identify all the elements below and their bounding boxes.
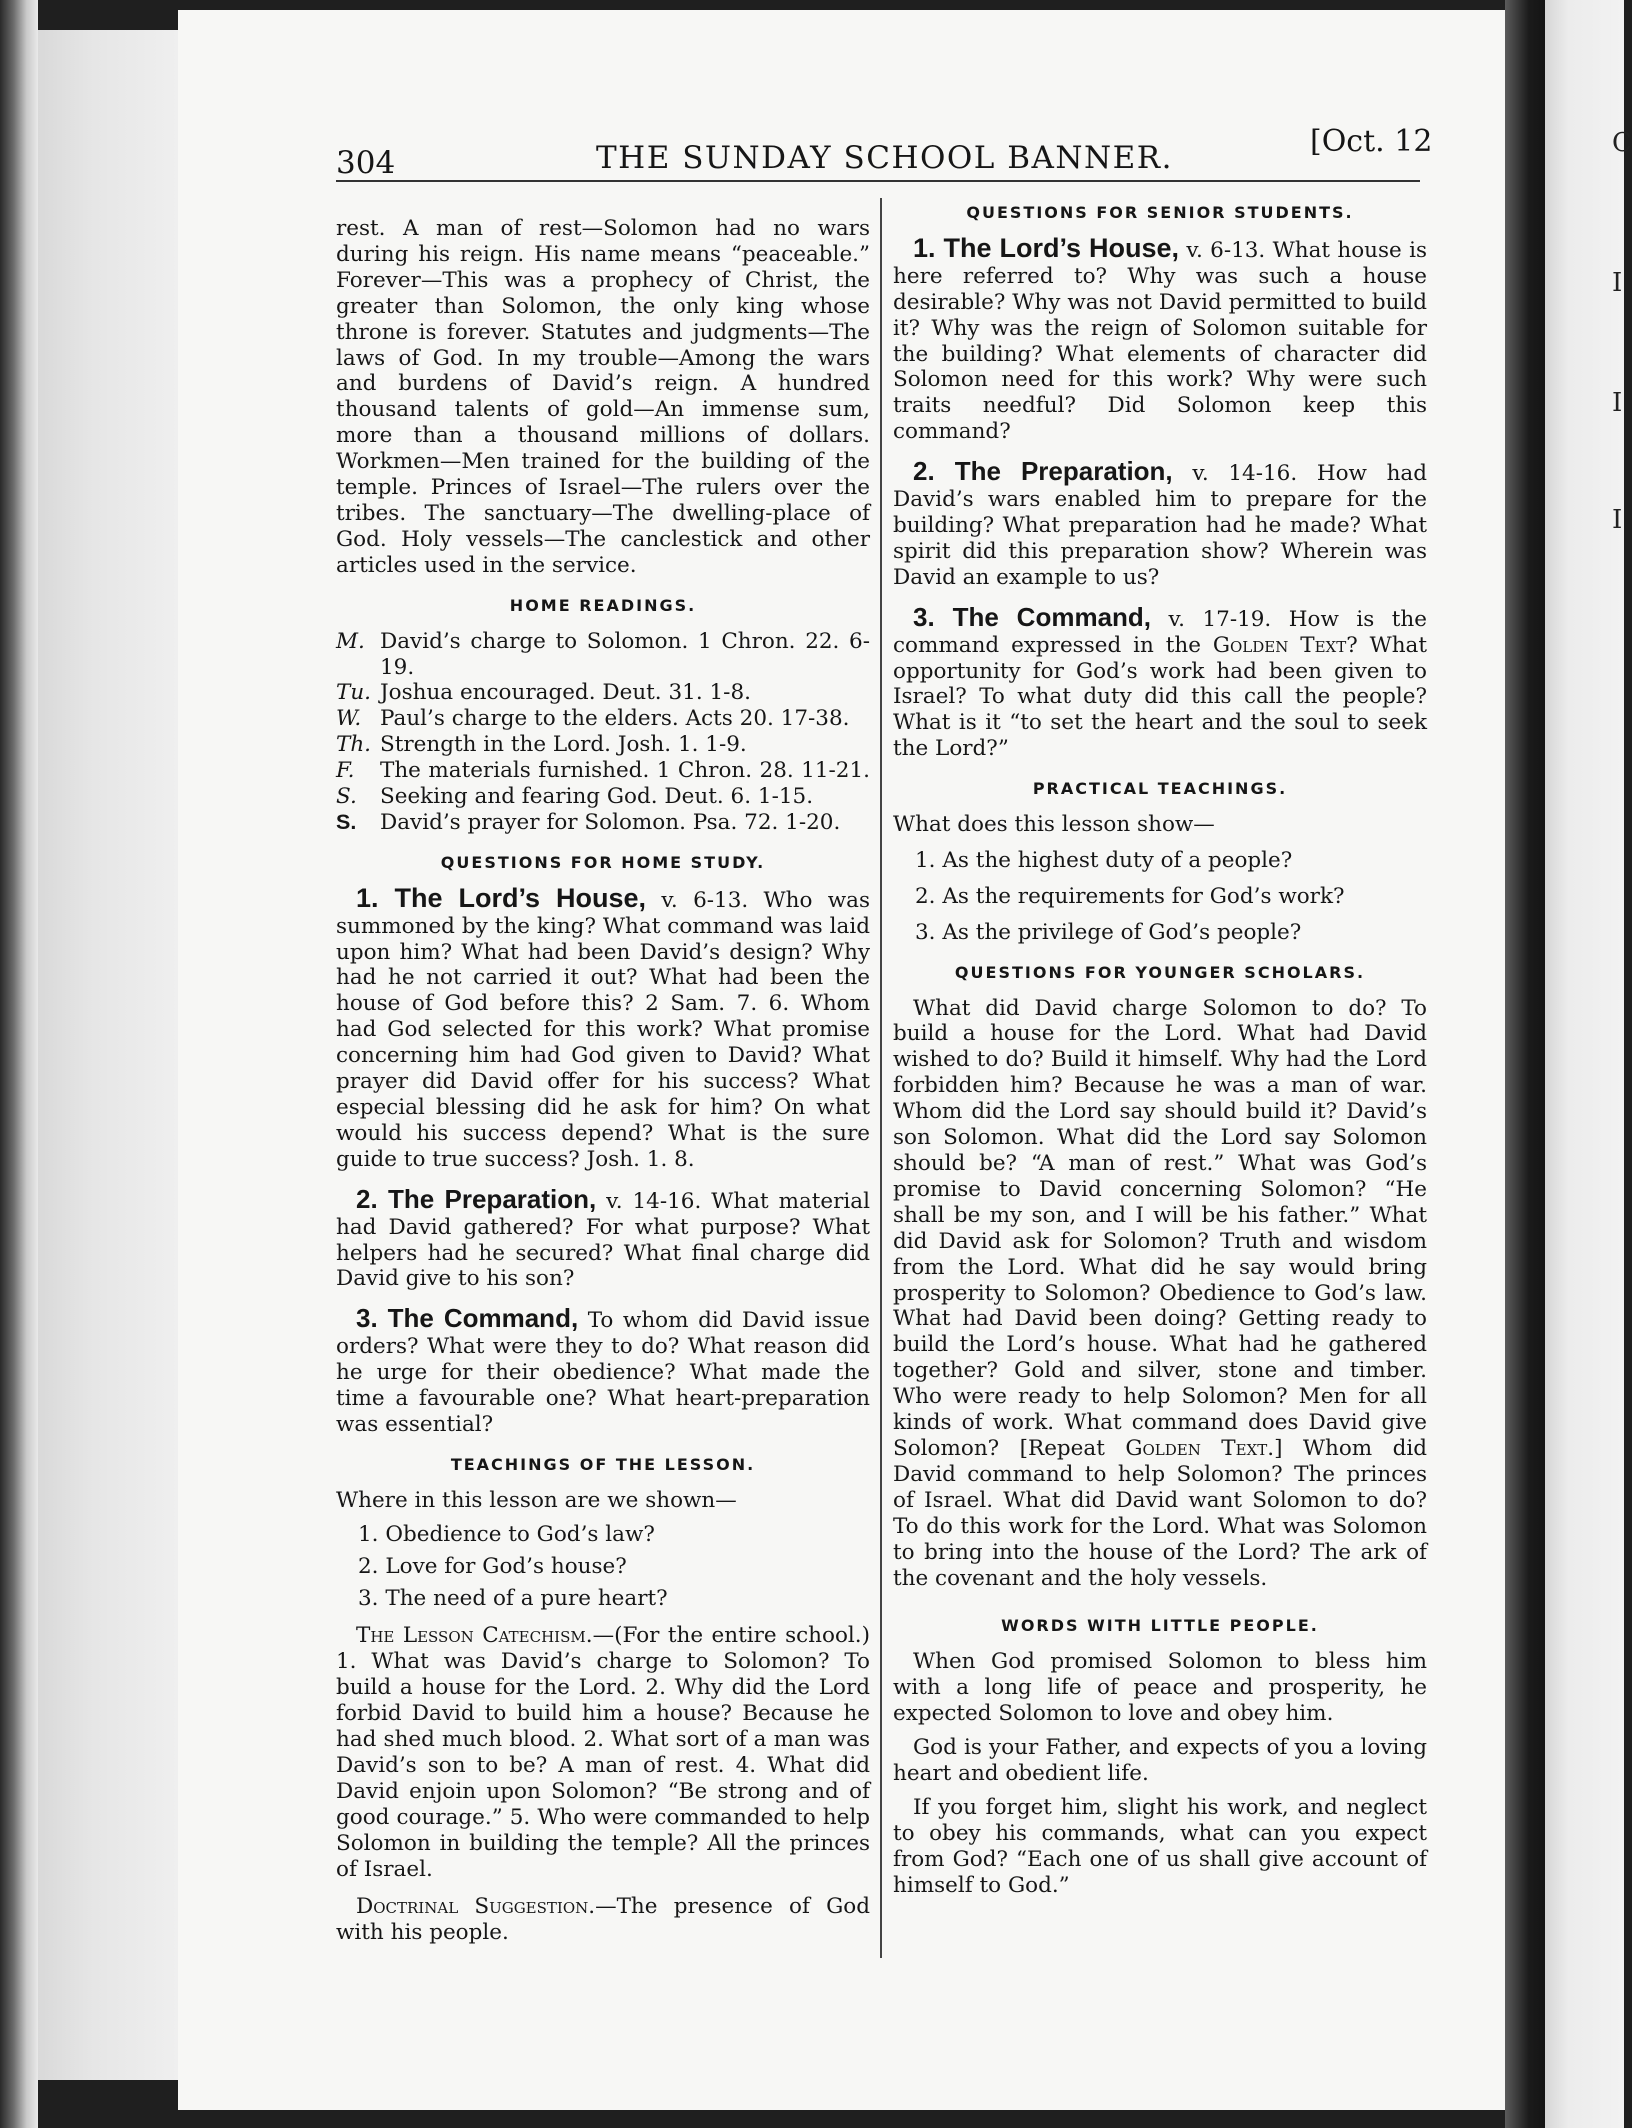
right-column: [893, 198, 1427, 1898]
section-heading: QUESTIONS FOR HOME STUDY.: [440, 852, 766, 872]
list-item: 2. Love for God’s house?: [358, 1553, 627, 1579]
list-item: 2. As the requirements for God’s work?: [915, 883, 1345, 909]
lesson-notes-paragraph: rest. A man of rest—Solomon had no wars during his reign. His name means “peaceable.” Forever—This was a prophecy of Christ, the greater than Solomon, the only king whose throne is forever. Statutes and judgments—The laws of God. In my trouble—Among the wars and burdens of David’s reign. A hundred thousand talents of gold—An immense sum, more than a thousand millions of dollars. Workmen—Men trained for the building of the temple. Princes of Israel—The rulers over the tribes. The sanctuary—The dwelling-place of God. Holy vessels—The canclestick and other articles used in the service.: [336, 216, 870, 578]
day-label: W.: [336, 706, 362, 732]
verse-reference: v. 17-19.: [1168, 606, 1272, 632]
list-item: [336, 680, 870, 706]
list-item: [336, 732, 870, 758]
book-gutter: [1505, 0, 1545, 2128]
list-item: [336, 706, 870, 732]
section-heading: QUESTIONS FOR YOUNGER SCHOLARS.: [954, 962, 1366, 982]
facing-page-letter: I: [1612, 505, 1623, 535]
section-heading: TEACHINGS OF THE LESSON.: [450, 1454, 756, 1474]
doctrinal-label: Doctrinal Suggestion.: [356, 1894, 596, 1920]
list-item: [336, 758, 870, 784]
reading-text: Paul’s charge to the elders. Acts 20. 17-38.: [380, 706, 850, 732]
question-text: What material had David gathered? For what purpose? What helpers had he secured? What final charge did David give to his son?: [336, 1188, 870, 1292]
question-block: [336, 882, 871, 1173]
golden-text-label: Golden Text: [1125, 1435, 1268, 1461]
question-text: ? What opportunity for God’s work had been given to Israel? To what duty did this call the people? What is it “to set the heart and the soul to seek the Lord?”: [893, 632, 1428, 762]
facing-page-letter: I: [1612, 388, 1623, 418]
question-text: Who was summoned by the king? What command was laid upon him? What had been David’s design? Why had he not carried it out? What had been the house of God before this? 2 Sam. 7. 6. Whom had God selected for this work? What promise concerning him had God given to David? What prayer did David offer for his success? What especial blessing did he ask for him? On what would his success depend? What is the sure guide to true success? Josh. 1. 8.: [336, 887, 871, 1172]
day-label: S.: [336, 809, 357, 834]
little-people-paragraph: When God promised Solomon to bless him with a long life of peace and prosperity, he expected Solomon to love and obey him.: [893, 1649, 1427, 1727]
reading-text: Strength in the Lord. Josh. 1. 1-9.: [380, 732, 747, 758]
list-item: [336, 810, 870, 836]
little-people-paragraph: God is your Father, and expects of you a loving heart and obedient life.: [893, 1735, 1427, 1786]
reading-text: The materials furnished. 1 Chron. 28. 11-21.: [380, 758, 870, 784]
list-item: 1. Obedience to God’s law?: [358, 1521, 655, 1547]
verse-reference: v. 6-13.: [1186, 237, 1266, 263]
question-block: [893, 232, 1427, 445]
catechism-text: —(For the entire school.) 1. What was David’s charge to Solomon? To build a house for the Lord. 2. Why did the Lord forbid David to build him a house? Because he had shed much blood. 2. What sort of a man was David’s son to be? A man of rest. 4. What did David enjoin upon Solomon? “Be strong and of good courage.” 5. Who were commanded to help Solomon in building the temple? All the princes of Israel.: [336, 1623, 870, 1882]
list-intro: Where in this lesson are we shown—: [336, 1487, 737, 1513]
teachings-list: [336, 1522, 870, 1612]
reading-text: Seeking and fearing God. Deut. 6. 1-15.: [380, 784, 814, 810]
section-heading: HOME READINGS.: [509, 595, 697, 615]
column-divider: [880, 198, 882, 1958]
reading-text: David’s charge to Solomon. 1 Chron. 22. 6-19.: [380, 628, 870, 680]
question-block: [336, 1183, 870, 1293]
younger-text: .] Whom did David command to help Solomon? The princes of Israel. What did David want Solomon to do? To do this work for the Lord. What was Solomon to bring into the house of the Lord? The ark of the covenant and the holy vessels.: [893, 1435, 1428, 1591]
golden-text-label: Golden Text: [1212, 632, 1347, 658]
list-intro: What does this lesson show—: [893, 812, 1215, 838]
day-label: F.: [336, 758, 355, 784]
question-text: What house is here referred to? Why was such a house desirable? Why was not David permitted to build it? Why was the reign of Solomon suitable for the building? What elements of character did Solomon need for this work? Why were such traits needful? Did Solomon keep this command?: [893, 237, 1427, 445]
header-rule: [336, 180, 1420, 182]
facing-page-letter: C: [1612, 128, 1632, 158]
facing-page-edge: [1545, 0, 1624, 2128]
subsection-title: 2. The Preparation,: [356, 1183, 597, 1214]
subsection-title: 2. The Preparation,: [913, 456, 1173, 487]
question-text: How is the command expressed in the: [893, 606, 1427, 658]
issue-date: [Oct. 12: [1310, 124, 1433, 159]
list-item: 3. The need of a pure heart?: [358, 1585, 668, 1611]
day-label: Th.: [336, 732, 372, 758]
page-number: 304: [336, 145, 396, 181]
list-item: 1. As the highest duty of a people?: [915, 847, 1293, 873]
little-people-paragraph: If you forget him, slight his work, and neglect to obey his commands, what can you expect from God? “Each one of us shall give account of himself to God.”: [893, 1794, 1427, 1898]
verse-reference: v. 6-13.: [661, 887, 749, 913]
facing-page-letter: I: [1612, 268, 1623, 298]
subsection-title: 1. The Lord’s House,: [913, 232, 1180, 263]
section-heading: WORDS WITH LITTLE PEOPLE.: [1001, 1616, 1319, 1636]
day-label: S.: [336, 784, 357, 810]
reading-text: David’s prayer for Solomon. Psa. 72. 1-20.: [380, 809, 841, 835]
doctrinal-paragraph: [336, 1894, 870, 1946]
question-text: How had David’s wars enabled him to prepare for the building? What preparation had he made? What spirit did this preparation show? Wherein was David an example to us?: [893, 461, 1427, 590]
catechism-label: The Lesson Catechism.: [356, 1623, 593, 1649]
subsection-title: 3. The Command,: [356, 1303, 579, 1334]
catechism-paragraph: [336, 1623, 870, 1882]
section-heading: PRACTICAL TEACHINGS.: [1032, 779, 1288, 799]
book-page-stack: [38, 30, 178, 2080]
younger-scholars-paragraph: [893, 996, 1427, 1592]
section-heading: QUESTIONS FOR SENIOR STUDENTS.: [966, 203, 1354, 222]
verse-reference: v. 14-16.: [606, 1188, 702, 1214]
list-item: [336, 784, 870, 810]
younger-text: What did David charge Solomon to do? To build a house for the Lord. What had David wished to do? Build it himself. Why had the Lord forbidden him? Because he was a man of war. Whom did the Lord say should build it? David’s son Solomon. What did the Lord say Solomon should be? “A man of rest.” What was God’s promise to David concerning Solomon? “He shall be my son, and I will be his father.” What did David ask for Solomon? Truth and wisdom from the Lord. What did he say would bring prosperity to Solomon? Obedience to God’s law. What had David been doing? Getting ready to build the Lord’s house. What had he gathered together? Gold and silver, stone and timber. Who were ready to help Solomon? Men for all kinds of work. What command does David give Solomon? [Repeat: [893, 995, 1427, 1461]
book-left-edge: [0, 0, 38, 2128]
home-readings-list: [336, 629, 870, 836]
subsection-title: 1. The Lord’s House,: [356, 882, 646, 913]
list-item: 3. As the privilege of God’s people?: [915, 919, 1302, 945]
running-title: THE SUNDAY SCHOOL BANNER.: [596, 140, 1173, 176]
day-label: Tu.: [336, 680, 372, 706]
question-block: [893, 456, 1427, 591]
question-block: [336, 1303, 870, 1438]
list-item: [336, 629, 870, 681]
verse-reference: v. 14-16.: [1192, 461, 1298, 487]
subsection-title: 3. The Command,: [913, 601, 1152, 632]
practical-teachings-list: [893, 848, 1427, 946]
question-block: [893, 601, 1428, 762]
reading-text: Joshua encouraged. Deut. 31. 1-8.: [380, 680, 751, 706]
doctrinal-text: —The presence of God with his people.: [336, 1894, 870, 1946]
left-column: [336, 216, 870, 1946]
question-text: To whom did David issue orders? What were they to do? What reason did he urge for their obedience? What made the time a favourable one? What heart-preparation was essential?: [336, 1308, 870, 1437]
day-label: M.: [336, 628, 365, 654]
